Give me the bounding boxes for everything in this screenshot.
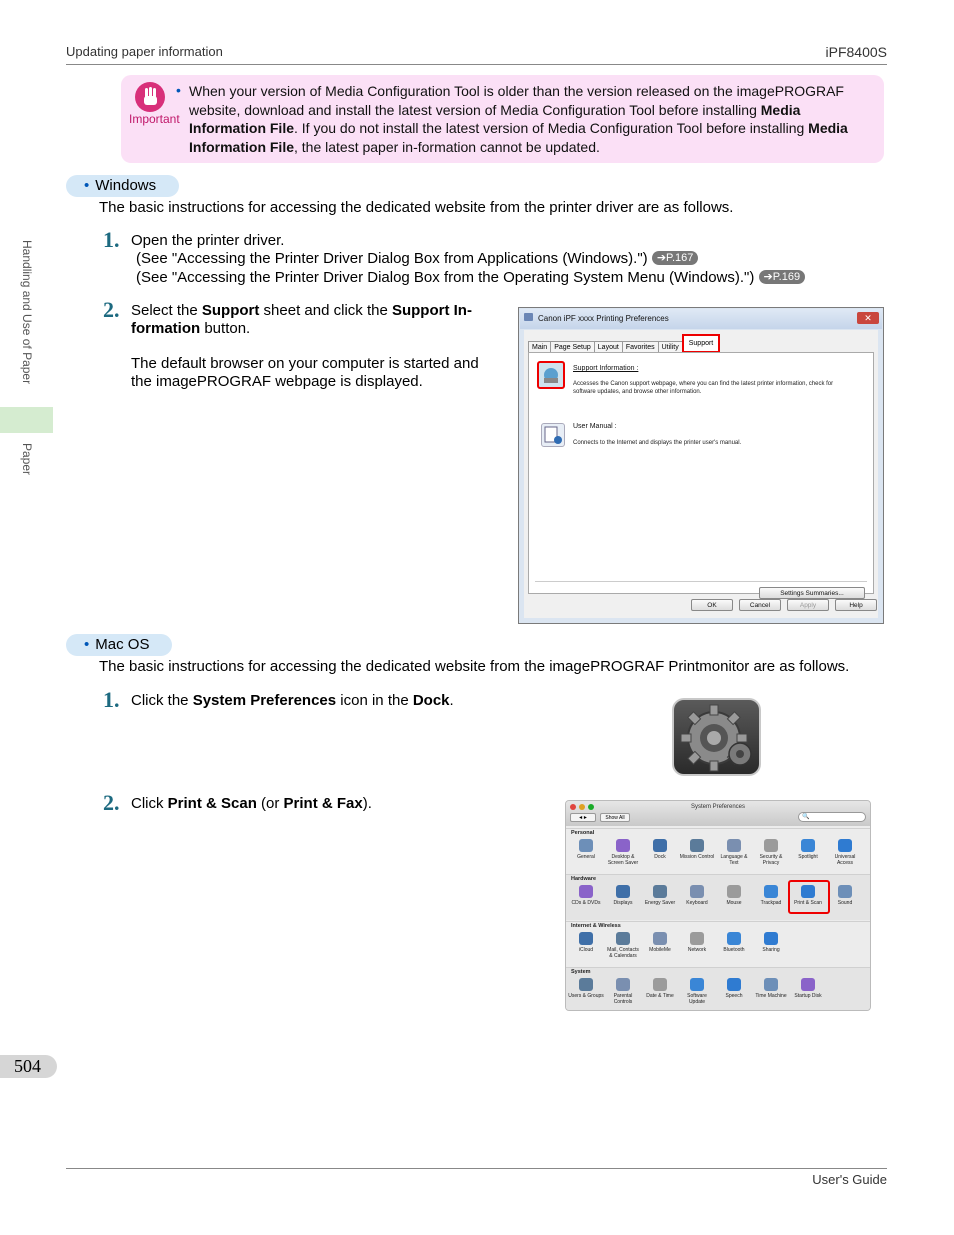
pref-item-icon <box>690 885 704 898</box>
pref-item[interactable] <box>605 978 641 1005</box>
footer-rule <box>66 1168 887 1169</box>
help-button[interactable]: Help <box>835 599 877 611</box>
pref-item-icon <box>616 932 630 945</box>
step-note: The default browser on your computer is started and the imagePROGRAF webpage is displayed. <box>131 355 479 390</box>
separator <box>535 581 867 582</box>
pref-item[interactable] <box>716 839 752 866</box>
support-information-label: Support Information : <box>573 365 639 372</box>
pref-section-heading: System <box>571 969 591 975</box>
bullet-icon: • <box>84 636 90 653</box>
pref-section-heading: Hardware <box>571 876 597 882</box>
running-header-section: Updating paper information <box>66 44 223 59</box>
pref-item-icon <box>579 885 593 898</box>
user-manual-label: User Manual : <box>573 423 617 430</box>
close-button[interactable]: ✕ <box>857 312 879 324</box>
pref-item-label: Mission Control <box>679 854 715 860</box>
pref-item[interactable] <box>642 978 678 999</box>
pref-item-icon <box>690 978 704 991</box>
pref-item[interactable] <box>642 839 678 860</box>
pref-section-heading: Internet & Wireless <box>571 923 621 929</box>
running-header-model: iPF8400S <box>825 44 887 60</box>
support-information-desc: Accesses the Canon support webpage, where you can find the latest printer information, check for software updates, and browse other information. <box>573 381 834 395</box>
pref-item-icon <box>579 839 593 852</box>
tab-support[interactable]: Support <box>682 334 721 353</box>
pref-item-icon <box>764 932 778 945</box>
page-link[interactable]: ➔P.167 <box>652 251 699 265</box>
cross-reference: (See "Accessing the Printer Driver Dialog Box from the Operating System Menu (Windows).") ➔P.169 <box>136 269 805 287</box>
printing-preferences-dialog <box>518 307 884 624</box>
show-all-button[interactable]: Show All <box>600 813 630 822</box>
pref-item-label: Language & Text <box>720 854 748 866</box>
pref-item[interactable] <box>827 839 863 866</box>
step-number: 1. <box>103 687 120 712</box>
step-number: 2. <box>103 790 120 815</box>
pref-item-label: Time Machine <box>755 993 787 999</box>
pref-item-label: Speech <box>725 993 743 999</box>
pref-item-label: Sound <box>837 900 853 906</box>
pref-item[interactable] <box>568 978 604 999</box>
side-tab-section: Paper <box>20 443 34 476</box>
pref-item[interactable] <box>642 885 678 906</box>
step-text: Click Print & Scan (or Print & Fax). <box>131 795 372 812</box>
pref-item-icon <box>653 885 667 898</box>
support-panel <box>528 352 874 597</box>
pref-item-icon <box>653 978 667 991</box>
pref-item[interactable] <box>679 978 715 1005</box>
pref-item-icon <box>616 885 630 898</box>
pref-item-label: Startup Disk <box>794 993 822 999</box>
pref-item[interactable] <box>716 932 752 953</box>
pref-item[interactable] <box>716 885 752 906</box>
pref-item-label: Dock <box>654 854 666 860</box>
hand-stop-icon <box>135 82 165 112</box>
pref-item-icon <box>727 885 741 898</box>
pref-item-label: Users & Groups <box>568 993 604 999</box>
pref-item-label: Desktop & Screen Saver <box>607 854 639 866</box>
side-tab-marker <box>0 407 53 433</box>
tab-page-setup[interactable]: Page Setup <box>550 341 595 354</box>
support-information-button[interactable] <box>537 361 565 389</box>
pref-item-icon <box>690 932 704 945</box>
pref-item-label: Print & Scan <box>794 900 822 906</box>
user-manual-desc: Connects to the Internet and displays the printer user's manual. <box>573 440 742 446</box>
step-text: Open the printer driver. <box>131 232 285 249</box>
step-number: 1. <box>103 227 120 252</box>
pref-item[interactable] <box>790 978 826 999</box>
pref-item[interactable] <box>753 978 789 999</box>
pref-item[interactable] <box>568 885 604 906</box>
pref-item-label: Mail, Contacts & Calendars <box>607 947 639 959</box>
pref-item[interactable] <box>753 932 789 953</box>
page-link[interactable]: ➔P.169 <box>759 270 806 284</box>
pref-item[interactable] <box>605 839 641 866</box>
pref-item-label: Parental Controls <box>613 993 633 1005</box>
pref-item-icon <box>653 839 667 852</box>
pref-item[interactable] <box>679 932 715 953</box>
pref-item-label: Security & Privacy <box>759 854 783 866</box>
mac-intro: The basic instructions for accessing the dedicated website from the imagePROGRAF Printmonitor are as follows. <box>99 658 850 675</box>
pref-item[interactable] <box>753 885 789 906</box>
system-preferences-window <box>565 800 871 1011</box>
pref-item[interactable] <box>605 885 641 906</box>
pref-item[interactable] <box>605 932 641 959</box>
important-text: When your version of Media Configuration Tool is older than the version released on the imagePROGRAF website, download and install the latest version of Media Configuration Tool before installing Media Information File. If you do not install the latest version of Media Configuration Tool before installing Media Information File, the latest paper in-formation cannot be updated. <box>189 83 848 155</box>
pref-item[interactable] <box>642 932 678 953</box>
pref-item-label: Mouse <box>726 900 742 906</box>
search-field[interactable] <box>798 812 866 822</box>
pref-item-icon <box>690 839 704 852</box>
printer-icon <box>524 313 533 321</box>
step-text: Click the System Preferences icon in the Dock. <box>131 692 454 709</box>
side-tab-chapter: Handling and Use of Paper <box>20 240 34 385</box>
pref-item-icon <box>616 839 630 852</box>
section-mac-os: • Mac OS <box>66 634 172 656</box>
pref-item-icon <box>764 839 778 852</box>
pref-item[interactable] <box>790 839 826 860</box>
ok-button[interactable]: OK <box>691 599 733 611</box>
pref-item-icon <box>727 932 741 945</box>
pref-item-icon <box>764 978 778 991</box>
section-windows: • Windows <box>66 175 179 197</box>
pref-item-label: Software Update <box>687 993 707 1005</box>
pref-item-label: Date & Time <box>646 993 674 999</box>
bullet-icon: • <box>176 82 181 98</box>
pref-item-label: iCloud <box>578 947 594 953</box>
pref-item-label: Spotlight <box>798 854 818 860</box>
pref-item-icon <box>764 885 778 898</box>
tab-main[interactable]: Main <box>528 341 551 354</box>
pref-item-label: General <box>577 854 595 860</box>
print-scan-highlight <box>788 880 830 914</box>
tab-layout[interactable]: Layout <box>594 341 623 354</box>
pref-item-icon <box>727 839 741 852</box>
pref-item-icon <box>838 839 852 852</box>
pref-item-label: Universal Access <box>834 854 856 866</box>
user-manual-button[interactable] <box>541 423 565 447</box>
pref-item[interactable] <box>827 885 863 906</box>
pref-item-icon <box>727 978 741 991</box>
pref-item-label: CDs & DVDs <box>571 900 601 906</box>
back-forward-arrows[interactable]: ◂ ▸ <box>570 813 596 822</box>
pref-item-label: Keyboard <box>686 900 708 906</box>
pref-item[interactable] <box>679 839 715 860</box>
cancel-button[interactable]: Cancel <box>739 599 781 611</box>
step-text: Select the Support sheet and click the Support In-formation button. <box>131 302 472 337</box>
pref-section-heading: Personal <box>571 830 595 836</box>
pref-item[interactable] <box>716 978 752 999</box>
cross-reference: (See "Accessing the Printer Driver Dialog Box from Applications (Windows).") ➔P.167 <box>136 250 698 268</box>
pref-item[interactable] <box>679 885 715 906</box>
pref-item[interactable] <box>568 839 604 860</box>
pref-item-icon <box>801 978 815 991</box>
pref-item-icon <box>616 978 630 991</box>
pref-item[interactable] <box>568 932 604 953</box>
page-number: 504 <box>0 1055 57 1078</box>
apply-button[interactable]: Apply <box>787 599 829 611</box>
windows-intro: The basic instructions for accessing the dedicated website from the printer driver are as follows. <box>99 199 734 216</box>
pref-item-icon <box>579 932 593 945</box>
pref-item-label: MobileMe <box>649 947 671 953</box>
pref-item-label: Network <box>687 947 707 953</box>
dialog-title: Canon iPF xxxx Printing Preferences <box>520 309 882 329</box>
pref-item-icon <box>801 839 815 852</box>
pref-item-label: Energy Saver <box>644 900 676 906</box>
step-number: 2. <box>103 297 120 322</box>
pref-item-icon <box>653 932 667 945</box>
pref-item-label: Sharing <box>762 947 780 953</box>
tab-utility[interactable]: Utility <box>658 341 683 354</box>
tab-favorites[interactable]: Favorites <box>622 341 659 354</box>
settings-summaries-button[interactable]: Settings Summaries... <box>759 587 865 599</box>
search-icon: 🔍 <box>802 814 810 820</box>
pref-item[interactable] <box>753 839 789 866</box>
system-preferences-icon[interactable] <box>672 698 761 776</box>
header-rule <box>66 64 887 65</box>
window-title: System Preferences <box>690 804 746 810</box>
bullet-icon: • <box>84 177 90 194</box>
footer-guide: User's Guide <box>812 1172 887 1187</box>
pref-item-label: Displays <box>613 900 633 906</box>
important-label: Important <box>129 112 180 126</box>
pref-item-icon <box>838 885 852 898</box>
pref-item-label: Trackpad <box>760 900 782 906</box>
pref-item-label: Bluetooth <box>723 947 745 953</box>
pref-item-icon <box>579 978 593 991</box>
